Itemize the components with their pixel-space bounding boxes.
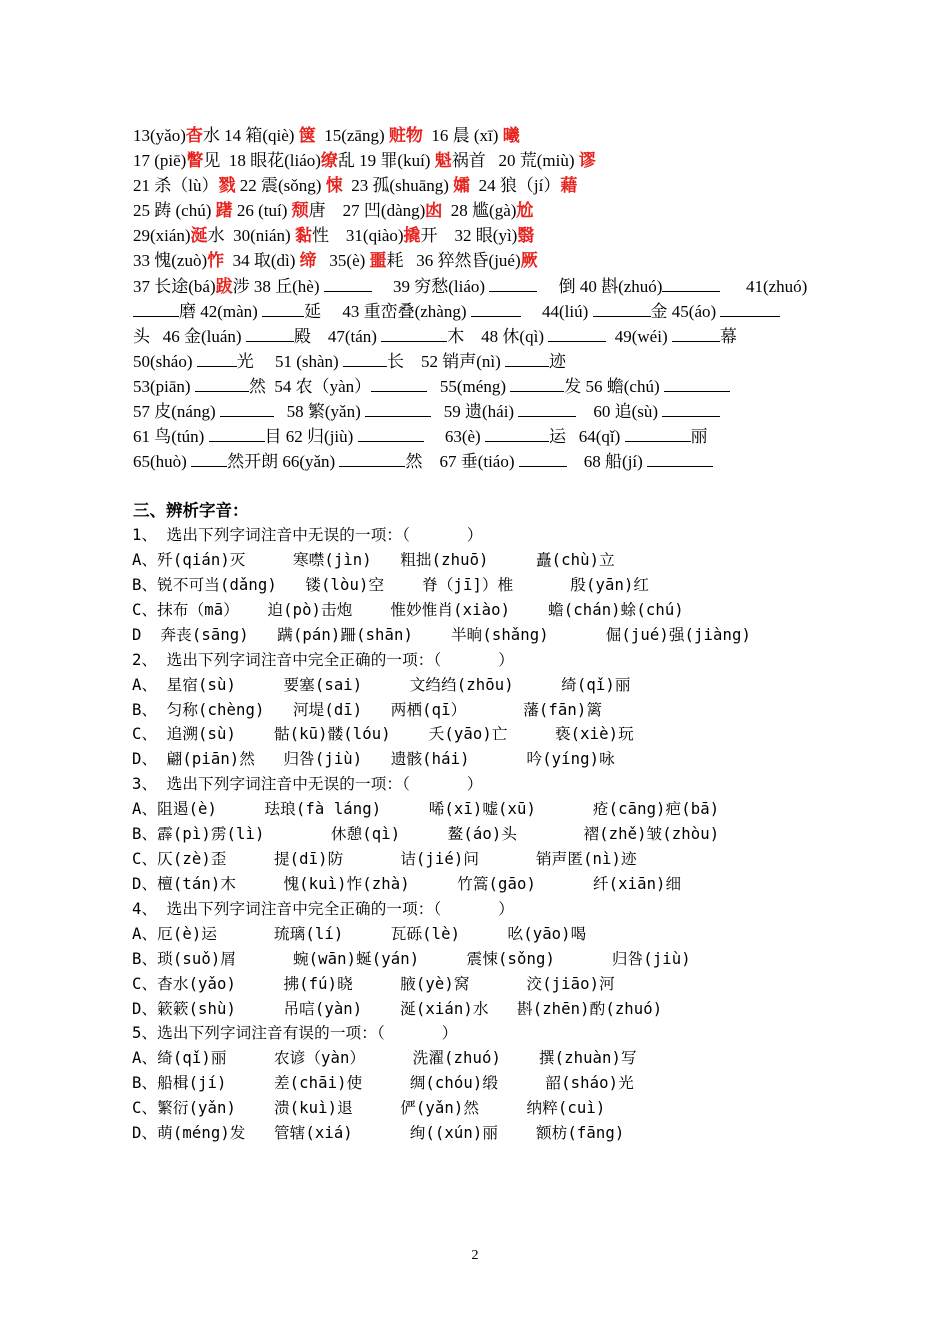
- text: 68 船(jí): [566, 452, 648, 471]
- text: 33 愧(zuò): [133, 251, 208, 270]
- text: 59 遗(hái): [431, 402, 519, 421]
- question-1-option-b: B、锐不可当(dǎng) 镂(lòu)空 脊（jī]）椎 殷(yān)红: [132, 576, 650, 594]
- text: 55(méng): [427, 377, 511, 396]
- answer-blank[interactable]: [133, 300, 179, 317]
- answer: 缭: [320, 151, 338, 170]
- answer: 藉: [560, 176, 578, 195]
- question-5-option-d: D、萌(méng)发 管辖(xiá) 绚((xún)丽 额枋(fāng): [132, 1124, 625, 1142]
- answer-blank[interactable]: [664, 375, 730, 392]
- answer: 撬: [403, 226, 421, 245]
- answer: 赃物: [388, 126, 423, 145]
- text: 49(wéi): [606, 327, 672, 346]
- vocab-line-61: [133, 425, 708, 448]
- text: 丽: [690, 427, 708, 446]
- answer-blank[interactable]: [593, 300, 651, 317]
- answer-blank[interactable]: [518, 400, 576, 417]
- answer: 怍: [207, 251, 225, 270]
- text: 涉 38 丘(hè): [232, 277, 324, 296]
- text: 然 54 农（yàn）: [248, 377, 372, 396]
- question-1-stem: 1、 选出下列字词注音中无误的一项：（ ）: [132, 526, 483, 544]
- vocab-line-17: [133, 150, 596, 172]
- text: 57 皮(náng): [133, 402, 220, 421]
- text: 26 (tuí): [232, 201, 292, 220]
- answer-blank[interactable]: [510, 375, 564, 392]
- answer: 黏: [294, 226, 312, 245]
- answer-blank[interactable]: [662, 275, 720, 292]
- question-2-option-c: C、 追溯(sù) 骷(kū)髅(lóu) 夭(yāo)亡 亵(xiè)玩: [132, 725, 634, 743]
- question-3-option-d: D、檀(tán)木 愧(kuì)怍(zhà) 竹篙(gāo) 纤(xiān)细: [132, 875, 682, 893]
- answer-blank[interactable]: [505, 350, 549, 367]
- answer-blank[interactable]: [548, 325, 606, 342]
- question-3-option-c: C、仄(zè)歪 提(dī)防 诘(jié)问 销声匿(nì)迹: [132, 850, 637, 868]
- text: 22 震(sǒng): [235, 176, 326, 195]
- vocab-line-50: [133, 350, 566, 373]
- question-5-stem: 5、选出下列字词注音有误的一项：（ ）: [132, 1024, 458, 1042]
- text: 水 14 箱(qiè): [202, 126, 299, 145]
- question-4-option-c: C、杳水(yǎo) 拂(fú)晓 腋(yè)窝 洨(jiāo)河: [132, 975, 615, 993]
- text: 延 43 重峦叠(zhàng): [304, 302, 471, 321]
- answer-blank[interactable]: [343, 350, 387, 367]
- answer-blank[interactable]: [246, 325, 294, 342]
- vocab-line-45: [133, 325, 737, 348]
- vocab-line-41: [133, 300, 780, 323]
- answer-blank[interactable]: [195, 375, 249, 392]
- vocab-line-33: [133, 250, 538, 272]
- vocab-line-37: [133, 275, 807, 298]
- text: 39 穷愁(liáo): [371, 277, 490, 296]
- answer-blank[interactable]: [324, 275, 372, 292]
- text: 25 踌 (chú): [133, 201, 216, 220]
- answer: 凼: [425, 201, 443, 220]
- text: 61 鸟(tún): [133, 427, 209, 446]
- question-3-stem: 3、 选出下列字词注音中无误的一项：（ ）: [132, 775, 483, 793]
- answer: 厥: [520, 251, 538, 270]
- text: 21 杀（lù）: [133, 176, 219, 195]
- question-2-stem: 2、 选出下列字词注音中完全正确的一项：（ ）: [132, 651, 514, 669]
- text: 50(sháo): [133, 352, 197, 371]
- text: 然开朗 66(yǎn): [227, 452, 340, 471]
- vocab-line-57: [133, 400, 720, 423]
- text: 发 56 蟾(chú): [564, 377, 664, 396]
- answer-blank[interactable]: [371, 375, 427, 392]
- text: 41(zhuó): [720, 277, 808, 296]
- answer-blank[interactable]: [647, 450, 713, 467]
- answer-blank[interactable]: [672, 325, 720, 342]
- question-2-option-a: A、 星宿(sù) 要塞(sai) 文绉绉(zhōu) 绮(qǐ)丽: [132, 676, 631, 694]
- answer: 颓: [291, 201, 309, 220]
- vocab-line-53: [133, 375, 730, 398]
- text: 迹: [549, 352, 567, 371]
- vocab-line-65: [133, 450, 713, 473]
- vocab-line-29: [133, 225, 534, 247]
- text: 长 52 销声(nì): [386, 352, 506, 371]
- answer: 跋: [215, 277, 233, 296]
- answer: 杳: [185, 126, 203, 145]
- question-5-option-c: C、繁衍(yǎn) 溃(kuì)退 俨(yǎn)然 纳粹(cuì): [132, 1099, 606, 1117]
- text: 13(yǎo): [133, 126, 186, 145]
- answer-blank[interactable]: [220, 400, 274, 417]
- vocab-line-13: [133, 125, 520, 147]
- question-1-option-d: D 奔丧(sāng) 蹒(pán)跚(shān) 半晌(shǎng) 倔(jué)强(jiàng): [132, 626, 751, 644]
- text: 光 51 (shàn): [236, 352, 343, 371]
- answer: 魁: [434, 151, 452, 170]
- answer-blank[interactable]: [197, 350, 237, 367]
- section-title: 三、辨析字音：: [133, 501, 249, 520]
- answer-blank[interactable]: [358, 425, 424, 442]
- text: 目 62 归(jiù): [264, 427, 358, 446]
- question-1-option-a: A、歼(qián)灭 寒噤(jìn) 粗拙(zhuō) 矗(chù)立: [132, 551, 615, 569]
- text: 唐 27 凹(dàng): [308, 201, 426, 220]
- answer: 曦: [502, 126, 520, 145]
- text: 65(huò): [133, 452, 192, 471]
- text: 44(liú): [520, 302, 593, 321]
- answer: 噩: [369, 251, 387, 270]
- question-2-option-d: D、 翩(piān)然 归咎(jiù) 遗骸(hái) 吟(yíng)咏: [132, 750, 615, 768]
- text: 乱 19 罪(kuí): [337, 151, 435, 170]
- text: 殿 47(tán): [293, 327, 382, 346]
- text: 35(è): [316, 251, 370, 270]
- answer: 孀: [453, 176, 471, 195]
- answer: 箧: [298, 126, 316, 145]
- text: 然 67 垂(tiáo): [405, 452, 519, 471]
- answer: 躇: [215, 201, 233, 220]
- answer: 谬: [578, 151, 596, 170]
- text: 性 31(qiào): [311, 226, 404, 245]
- text: 15(zāng): [315, 126, 389, 145]
- answer-blank[interactable]: [625, 425, 691, 442]
- text: 祸首 20 荒(miù): [451, 151, 579, 170]
- text: 木 48 休(qì): [447, 327, 549, 346]
- text: 29(xián): [133, 226, 191, 245]
- text: 34 取(dì): [224, 251, 300, 270]
- question-1-option-c: C、抹布（mā） 迫(pò)击炮 惟妙惟肖(xiào) 蟾(chán)蜍(chú): [132, 601, 684, 619]
- question-4-option-b: B、琐(suǒ)屑 蜿(wān)蜒(yán) 震悚(sǒng) 归咎(jiù): [132, 950, 691, 968]
- question-4-option-d: D、簌簌(shù) 吊唁(yàn) 涎(xián)水 斟(zhēn)酌(zhuó): [132, 1000, 663, 1018]
- vocab-line-25: [133, 200, 533, 222]
- answer: 缔: [299, 251, 317, 270]
- text: 开 32 眼(yì): [420, 226, 518, 245]
- text: 53(piān): [133, 377, 195, 396]
- text: 60 追(sù): [576, 402, 663, 421]
- text: 磨 42(màn): [179, 302, 263, 321]
- answer-blank[interactable]: [365, 400, 431, 417]
- text: 金 45(áo): [650, 302, 721, 321]
- text: 63(è): [423, 427, 485, 446]
- text: 28 尴(gà): [442, 201, 517, 220]
- text: 23 孤(shuāng): [342, 176, 454, 195]
- answer-blank[interactable]: [381, 325, 447, 342]
- question-2-option-b: B、 匀称(chèng) 河堤(dī) 两栖(qī） 藩(fān)篱: [132, 701, 603, 719]
- answer: 瞥: [186, 151, 204, 170]
- question-4-option-a: A、厄(è)运 琉璃(lí) 瓦砾(lè) 吆(yāo)喝: [132, 925, 587, 943]
- answer-blank[interactable]: [489, 275, 537, 292]
- text: 幕: [719, 327, 737, 346]
- answer-blank[interactable]: [209, 425, 265, 442]
- question-4-stem: 4、 选出下列字词注音中完全正确的一项：（ ）: [132, 900, 514, 918]
- question-5-option-a: A、绮(qǐ)丽 农谚（yàn） 洗濯(zhuó) 撰(zhuàn)写: [132, 1049, 637, 1067]
- text: 头 46 金(luán): [133, 327, 246, 346]
- text: 见 18 眼花(liáo): [203, 151, 321, 170]
- answer: 尬: [516, 201, 534, 220]
- answer-blank[interactable]: [262, 300, 304, 317]
- text: 37 长途(bá): [133, 277, 216, 296]
- text: 倒 40 斟(zhuó): [537, 277, 663, 296]
- question-3-option-b: B、霹(pì)雳(lì) 休憩(qì) 鳌(áo)头 褶(zhě)皱(zhòu): [132, 825, 720, 843]
- text: 运 64(qǐ): [548, 427, 625, 446]
- answer-blank[interactable]: [339, 450, 405, 467]
- answer: 涎: [190, 226, 208, 245]
- text: 58 繁(yǎn): [273, 402, 365, 421]
- answer-blank[interactable]: [662, 400, 720, 417]
- answer-blank[interactable]: [191, 450, 227, 467]
- answer-blank[interactable]: [471, 300, 521, 317]
- text: 耗 36 猝然昏(jué): [386, 251, 521, 270]
- answer: 翳: [517, 226, 535, 245]
- text: 水 30(nián): [207, 226, 295, 245]
- page-number: 2: [471, 1248, 479, 1263]
- answer-blank[interactable]: [485, 425, 549, 442]
- vocab-line-21: [133, 175, 577, 197]
- text: 24 狼（jí）: [470, 176, 561, 195]
- text: 17 (piē): [133, 151, 187, 170]
- answer-blank[interactable]: [720, 300, 780, 317]
- question-3-option-a: A、阻遏(è) 珐琅(fà láng) 唏(xī)嘘(xū) 疮(cāng)疤(bā): [132, 800, 720, 818]
- answer: 悚: [325, 176, 343, 195]
- text: 16 晨 (xī): [422, 126, 503, 145]
- question-5-option-b: B、船楫(jí) 差(chāi)使 绸(chóu)缎 韶(sháo)光: [132, 1074, 634, 1092]
- answer: 戮: [218, 176, 236, 195]
- answer-blank[interactable]: [519, 450, 567, 467]
